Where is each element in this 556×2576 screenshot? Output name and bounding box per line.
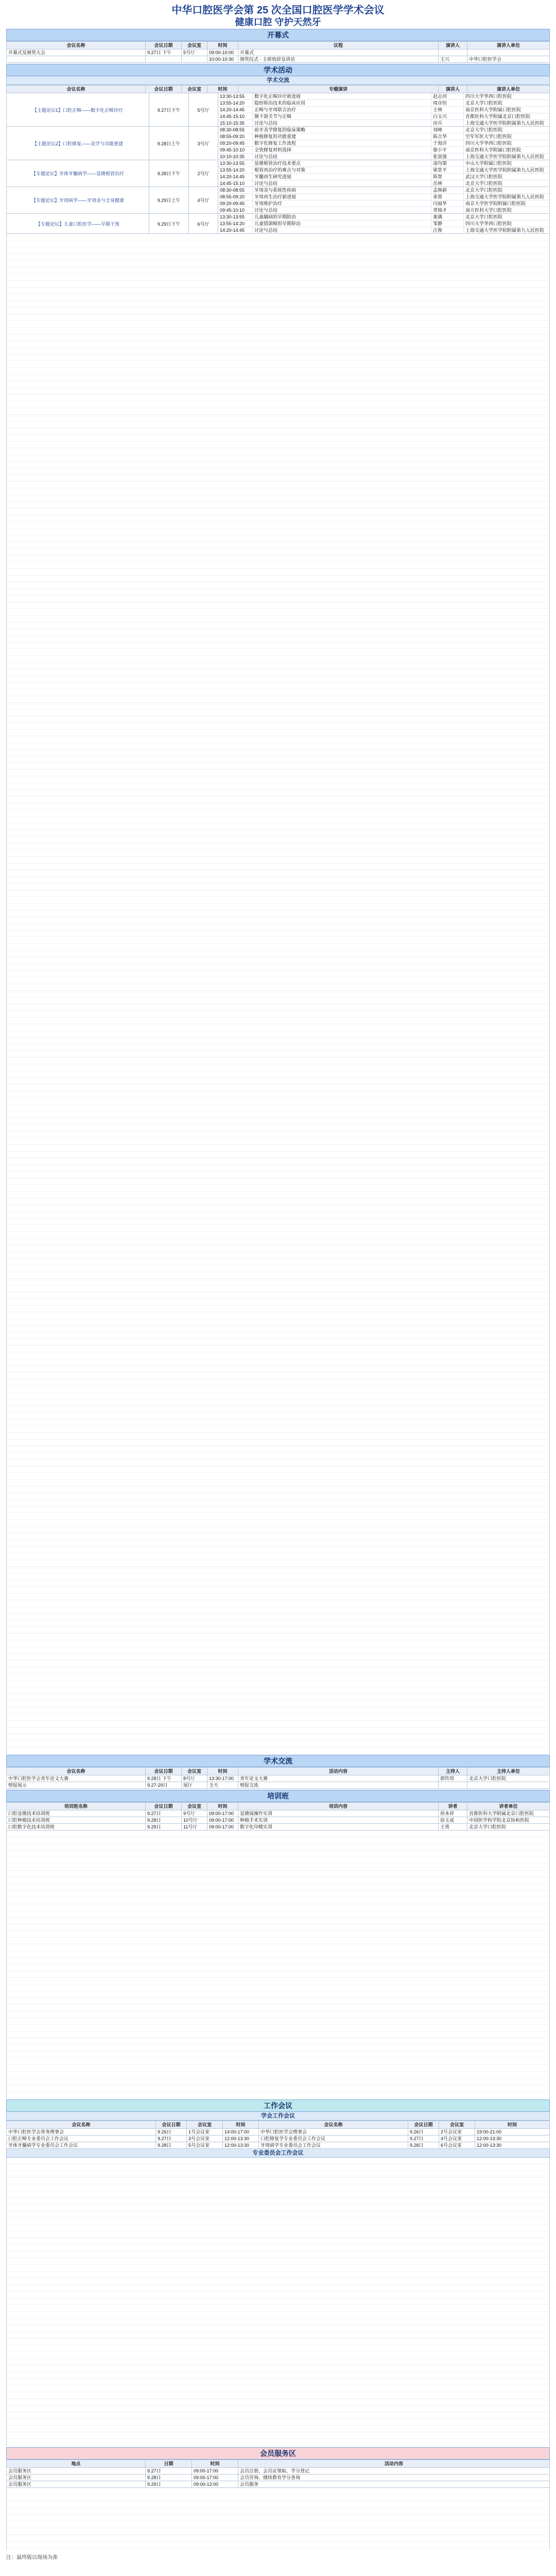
footnote: 注：最终版以现场为准 [6, 2555, 58, 2561]
session-time: 08:55-09:20 [218, 194, 253, 200]
work-col-header: 会议日期 [408, 2121, 439, 2129]
member-cell: 9.28日 [146, 2475, 192, 2481]
session-room: 2号厅 [189, 160, 218, 187]
academic-col-header: 时间 [207, 86, 238, 93]
session-row [218, 100, 549, 107]
session-affiliation: 四川大学华西口腔医院 [465, 141, 512, 146]
session-room: 4号厅 [189, 187, 218, 213]
session-affiliation: 北京大学口腔医院 [465, 127, 503, 132]
academic-banner: 学术活动 [6, 64, 550, 76]
training-cell: 9号厅 [182, 1810, 207, 1817]
session-row [218, 160, 549, 167]
training-cell: 显微镜操作实训 [238, 1810, 439, 1817]
session-time: 14:20-14:45 [218, 107, 253, 113]
work-cell: 口腔正畸专业委员会工作会议 [7, 2136, 156, 2142]
opening-cell [7, 56, 146, 63]
opening-cell: 王兴 [439, 56, 467, 63]
session-affiliation: 南京医科大学附属口腔医院 [465, 107, 522, 112]
opening-cell [182, 56, 207, 63]
academic-col-header: 会议名称 [7, 86, 146, 93]
page-title: 中华口腔医学会第 25 次全国口腔医学学术会议 [171, 5, 385, 16]
academic-session [6, 127, 550, 160]
work-col-header: 时间 [223, 2121, 259, 2129]
session-rows [218, 160, 549, 187]
page [6, 0, 550, 2561]
session-row [218, 227, 549, 233]
work-subbanner-2: 专业委员会工作会议 [6, 2149, 550, 2158]
work-col-header: 会议室 [187, 2121, 223, 2129]
work-cell: 9.26日 [156, 2129, 187, 2136]
competition-cell: 北京大学口腔医院 [467, 1775, 550, 1782]
session-time: 08:55-09:20 [218, 133, 253, 140]
session-name: 【专题论坛】牙周病学——牙周炎与全身健康 [7, 187, 149, 213]
work-cell: 9.27日 [156, 2136, 187, 2142]
session-room: 5号厅 [189, 93, 218, 126]
session-time: 13:30-13:55 [218, 160, 253, 166]
work-cell: 3号会议室 [187, 2136, 223, 2142]
session-time: 09:45-10:10 [218, 147, 253, 153]
opening-banner: 开幕式 [6, 29, 550, 41]
member-col-header: 日期 [146, 2460, 192, 2468]
training-col-header: 会议日期 [146, 1803, 182, 1810]
opening-col-header: 演讲人单位 [467, 42, 550, 49]
training-row [7, 1810, 550, 1817]
member-cell: 09:00-12:00 [192, 2481, 238, 2488]
session-time: 13:55-14:20 [218, 221, 253, 227]
member-cell: 会员咨询、继续教育学分查询 [238, 2475, 550, 2481]
session-speaker: 周彦恒 [431, 100, 464, 106]
session-row [218, 221, 549, 227]
competition-cell: 展厅 [182, 1782, 207, 1789]
training-cell: 09:00-17:00 [207, 1810, 238, 1817]
session-time: 14:20-14:45 [218, 227, 253, 233]
work-cell: 12:00-13:30 [223, 2142, 259, 2149]
training-cell: 王勇 [439, 1824, 467, 1831]
session-speaker: 凌均棨 [431, 160, 464, 166]
training-cell: 数字化印模实训 [238, 1824, 439, 1831]
session-row [218, 113, 549, 120]
work-cell: 2号会议室 [439, 2129, 475, 2136]
opening-cell: 中华口腔医学会 [467, 56, 550, 63]
session-topic: 牙周维护治疗 [253, 200, 431, 207]
competition-cell: 青年论文大赛 [238, 1775, 439, 1782]
member-col-header: 时间 [192, 2460, 238, 2468]
opening-cell: 开幕式 [238, 49, 439, 56]
session-affiliation: 空军军医大学口腔医院 [465, 134, 512, 139]
competition-cell [439, 1782, 467, 1789]
session-speaker: 骆小平 [431, 147, 464, 153]
session-date: 9.27日下午 [149, 93, 189, 126]
training-cell: 口腔种植技术培训班 [7, 1817, 146, 1824]
competition-col-header: 会议日期 [146, 1768, 182, 1775]
session-row [218, 180, 549, 187]
work-cell: 9.28日 [408, 2142, 439, 2149]
opening-row [7, 56, 550, 63]
work-cell: 12:00-13:30 [475, 2142, 550, 2149]
training-col-header: 时间 [207, 1803, 238, 1810]
work-col-header: 会议名称 [7, 2121, 156, 2129]
academic-col-header: 会议室 [182, 86, 207, 93]
session-topic: 根管再治疗的难点与对策 [253, 167, 431, 173]
session-topic: 隐形矫治技术的临床应用 [253, 100, 431, 106]
session-row [218, 214, 549, 221]
competition-banner: 学术交流 [6, 1755, 550, 1767]
session-rows [218, 93, 549, 126]
competition-row [7, 1782, 550, 1789]
member-col-header: 地点 [7, 2460, 146, 2468]
work-cell: 中华口腔医学会常务理事会 [7, 2129, 156, 2136]
competition-cell [467, 1782, 550, 1789]
session-topic: 讨论与总结 [253, 180, 431, 187]
work-cell: 口腔修复学专业委员会工作会议 [259, 2136, 408, 2142]
member-cell: 09:00-17:00 [192, 2468, 238, 2475]
training-cell: 9.28日 [146, 1817, 182, 1824]
session-date: 9.29日上午 [149, 187, 189, 213]
training-col-header: 培训内容 [238, 1803, 439, 1810]
competition-cell: 郭传瑸 [439, 1775, 467, 1782]
training-cell: 中国医学科学院北京协和医院 [467, 1817, 550, 1824]
session-speaker: 闫福华 [431, 200, 464, 207]
training-cell: 10号厅 [182, 1817, 207, 1824]
work-row [7, 2142, 550, 2149]
session-time: 14:20-14:45 [218, 174, 253, 180]
academic-header-table [6, 85, 550, 93]
session-time: 13:30-13:55 [218, 214, 253, 220]
session-speaker: 章锦才 [431, 207, 464, 213]
opening-table [6, 41, 550, 63]
session-speaker: 岳林 [431, 180, 464, 187]
competition-cell: 13:30-17:00 [207, 1775, 238, 1782]
session-topic: 颞下颌关节与正畸 [253, 113, 431, 120]
work-cell: 9.26日 [408, 2129, 439, 2136]
session-affiliation: 首都医科大学附属北京口腔医院 [465, 114, 531, 119]
training-cell: 北京大学口腔医院 [467, 1824, 550, 1831]
member-table [6, 2460, 550, 2488]
competition-cell: 壁报展示 [7, 1782, 146, 1789]
work-banner: 工作会议 [6, 2099, 550, 2112]
member-cell: 会员注册、会员证领取、学分登记 [238, 2468, 550, 2475]
member-cell: 9.27日 [146, 2468, 192, 2475]
session-time: 09:20-09:45 [218, 140, 253, 146]
work-cell: 19:00-21:00 [475, 2129, 550, 2136]
training-cell: 首都医科大学附属北京口腔医院 [467, 1810, 550, 1817]
session-name: 【主题论坛1】口腔正畸——数字化正畸诊疗 [7, 93, 149, 126]
session-topic: 正畸与牙周联合治疗 [253, 107, 431, 113]
training-row [7, 1817, 550, 1824]
session-topic: 讨论与总结 [253, 154, 431, 160]
training-cell: 种植手术实训 [238, 1817, 439, 1824]
academic-sessions [6, 93, 550, 234]
session-topic: 牙周再生治疗新进展 [253, 194, 431, 200]
training-col-header: 会议室 [182, 1803, 207, 1810]
session-time: 14:45-15:10 [218, 180, 253, 187]
session-name: 【主题论坛2】口腔修复——美学与功能重建 [7, 127, 149, 160]
competition-col-header: 时间 [207, 1768, 238, 1775]
opening-cell [439, 49, 467, 56]
session-row [218, 133, 549, 140]
work-cell: 中华口腔医学会理事会 [259, 2129, 408, 2136]
session-topic: 全瓷修复材料选择 [253, 147, 431, 153]
member-cell: 会员服务区 [7, 2468, 146, 2475]
member-row [7, 2475, 550, 2481]
session-speaker: 秦满 [431, 214, 464, 220]
work-cell: 1号会议室 [187, 2129, 223, 2136]
work-subbanner: 学会工作会议 [6, 2112, 550, 2121]
session-affiliation: 南方医科大学口腔医院 [465, 208, 512, 213]
session-affiliation: 北京大学口腔医院 [465, 188, 503, 193]
session-speaker: 陈智 [431, 174, 464, 180]
session-rows [218, 214, 549, 233]
session-speaker: 赵志河 [431, 93, 464, 99]
opening-cell: 颁奖仪式 · 主席致辞及讲话 [238, 56, 439, 63]
session-affiliation: 上海交通大学医学院附属第九人民医院 [465, 228, 545, 233]
training-banner: 培训班 [6, 1790, 550, 1802]
session-speaker: 白玉兴 [431, 113, 464, 120]
training-cell: 9.27日 [146, 1810, 182, 1817]
session-topic: 牙周炎与系统性疾病 [253, 187, 431, 193]
training-col-header: 讲者 [439, 1803, 467, 1810]
work-filler [6, 2158, 550, 2446]
session-topic: 显微根管治疗技术要点 [253, 160, 431, 166]
training-table [6, 1802, 550, 1831]
session-affiliation: 南京大学医学院附属口腔医院 [465, 201, 526, 206]
member-banner: 会员服务区 [6, 2447, 550, 2460]
member-cell: 会员服务区 [7, 2475, 146, 2481]
opening-cell: 09:00-10:00 [207, 49, 238, 56]
work-row [7, 2136, 550, 2142]
session-topic: 儿童错颌畸形早期矫治 [253, 221, 431, 227]
training-cell: 09:00-17:00 [207, 1817, 238, 1824]
session-time: 08:30-08:55 [218, 187, 253, 193]
competition-cell: 9.28日 下午 [146, 1775, 182, 1782]
session-affiliation: 上海交通大学医学院附属第九人民医院 [465, 154, 545, 159]
session-topic: 种植修复的功能重建 [253, 133, 431, 140]
competition-col-header: 主持人 [439, 1768, 467, 1775]
session-affiliation: 南京医科大学附属口腔医院 [465, 147, 522, 152]
competition-table [6, 1767, 550, 1789]
work-cell: 12:00-13:30 [223, 2136, 259, 2142]
opening-row [7, 49, 550, 56]
training-col-header: 讲者单位 [467, 1803, 550, 1810]
session-topic: 数字化正畸诊疗新进展 [253, 93, 431, 99]
session-row [218, 107, 549, 113]
session-speaker: 孟焕新 [431, 187, 464, 193]
opening-col-header: 会议名称 [7, 42, 146, 49]
opening-col-header: 议程 [238, 42, 439, 49]
session-speaker: 汪俊 [431, 227, 464, 233]
session-date: 9.28日上午 [149, 127, 189, 160]
opening-col-header: 演讲人 [439, 42, 467, 49]
training-filler [6, 1831, 550, 2098]
competition-cell: 全天 [207, 1782, 238, 1789]
competition-cell: 中华口腔医学会青年论文大赛 [7, 1775, 146, 1782]
work-table [6, 2121, 550, 2149]
work-cell: 牙周病学专业委员会工作会议 [259, 2142, 408, 2149]
session-time: 13:55-14:20 [218, 167, 253, 173]
work-cell: 9.27日 [408, 2136, 439, 2142]
competition-cell: 9.27-29日 [146, 1782, 182, 1789]
session-room: 6号厅 [189, 214, 218, 233]
member-col-header: 活动内容 [238, 2460, 550, 2468]
session-time: 13:30-13:55 [218, 93, 253, 99]
session-time: 09:20-09:45 [218, 200, 253, 207]
competition-col-header: 会议室 [182, 1768, 207, 1775]
training-row [7, 1824, 550, 1831]
session-affiliation: 上海交通大学医学院附属第九人民医院 [465, 167, 545, 173]
competition-cell: 8号厅 [182, 1775, 207, 1782]
academic-subbanner: 学术交流 [6, 76, 550, 85]
academic-col-header: 演讲人 [439, 86, 467, 93]
member-row [7, 2468, 550, 2475]
competition-cell: 壁报交流 [238, 1782, 439, 1789]
session-row [218, 200, 549, 207]
opening-col-header: 会议室 [182, 42, 207, 49]
session-topic: 前牙美学修复的临床策略 [253, 127, 431, 133]
session-speaker: 邹静 [431, 221, 464, 227]
work-row [7, 2129, 550, 2136]
session-speaker: 陈吉华 [431, 133, 464, 140]
opening-cell: 5号厅 [182, 49, 207, 56]
session-affiliation: 上海交通大学医学院附属第九人民医院 [465, 194, 545, 199]
opening-cell: 10:00-10:30 [207, 56, 238, 63]
session-topic: 讨论与总结 [253, 120, 431, 126]
session-date: 9.29日下午 [149, 214, 189, 233]
academic-col-header: 专题演讲 [238, 86, 439, 93]
competition-row [7, 1775, 550, 1782]
opening-col-header: 会议日期 [146, 42, 182, 49]
session-row [218, 154, 549, 160]
member-cell: 09:00-17:00 [192, 2475, 238, 2481]
session-time: 14:45-15:10 [218, 113, 253, 120]
session-row [218, 194, 549, 200]
work-cell: 12:00-13:30 [475, 2136, 550, 2142]
session-name: 【专题论坛】牙体牙髓病学——显微根管治疗 [7, 160, 149, 187]
page-header [6, 0, 550, 28]
session-affiliation: 北京大学口腔医院 [465, 181, 503, 186]
session-name: 【专题论坛】儿童口腔医学——早期干预 [7, 214, 149, 233]
session-affiliation: 武汉大学口腔医院 [465, 174, 503, 179]
work-cell: 牙体牙髓病学专业委员会工作会议 [7, 2142, 156, 2149]
work-cell: 14:00-17:00 [223, 2129, 259, 2136]
work-col-header: 会议日期 [156, 2121, 187, 2129]
academic-session [6, 160, 550, 187]
work-cell: 6号会议室 [439, 2142, 475, 2149]
academic-filler [6, 234, 550, 1754]
training-cell: 口腔显微技术培训班 [7, 1810, 146, 1817]
work-cell: 5号会议室 [187, 2142, 223, 2149]
work-col-header: 时间 [475, 2121, 550, 2129]
training-cell: 11号厅 [182, 1824, 207, 1831]
opening-cell: 9.27日 下午 [146, 49, 182, 56]
member-row [7, 2481, 550, 2488]
opening-col-header: 时间 [207, 42, 238, 49]
page-subtitle: 健康口腔 守护天然牙 [235, 17, 321, 27]
member-cell: 会员服务 [238, 2481, 550, 2488]
session-room: 3号厅 [189, 127, 218, 160]
competition-col-header: 会议名称 [7, 1768, 146, 1775]
academic-session [6, 93, 550, 127]
session-affiliation: 北京大学口腔医院 [465, 214, 503, 219]
competition-col-header: 活动内容 [238, 1768, 439, 1775]
work-col-header: 会议名称 [259, 2121, 408, 2129]
session-time: 15:10-15:35 [218, 120, 253, 126]
opening-cell [146, 56, 182, 63]
session-topic: 牙髓再生研究进展 [253, 174, 431, 180]
session-time: 10:10-10:35 [218, 154, 253, 160]
academic-session [6, 214, 550, 234]
training-cell: 09:00-17:00 [207, 1824, 238, 1831]
session-affiliation: 四川大学华西口腔医院 [465, 221, 512, 226]
session-rows [218, 127, 549, 160]
session-topic: 儿童龋病的早期防治 [253, 214, 431, 220]
session-speaker: 束蓉 [431, 194, 464, 200]
session-date: 9.28日下午 [149, 160, 189, 187]
member-cell: 9.29日 [146, 2481, 192, 2488]
session-row [218, 93, 549, 100]
session-row [218, 167, 549, 174]
academic-col-header: 会议日期 [146, 86, 182, 93]
session-speaker: 王林 [431, 107, 464, 113]
session-speaker: 于海洋 [431, 140, 464, 146]
session-row [218, 207, 549, 213]
session-row [218, 147, 549, 154]
session-affiliation: 中山大学附属口腔医院 [465, 161, 512, 166]
training-cell: 9.29日 [146, 1824, 182, 1831]
session-row [218, 187, 549, 194]
session-time: 13:55-14:20 [218, 100, 253, 106]
session-rows [218, 187, 549, 213]
session-time: 08:30-08:55 [218, 127, 253, 133]
work-cell: 9.28日 [156, 2142, 187, 2149]
academic-col-header: 演讲人单位 [467, 86, 550, 93]
competition-col-header: 主持人单位 [467, 1768, 550, 1775]
work-col-header: 会议室 [439, 2121, 475, 2129]
session-affiliation: 北京大学口腔医院 [465, 100, 503, 106]
opening-cell [467, 49, 550, 56]
session-topic: 数字化修复工作流程 [253, 140, 431, 146]
session-affiliation: 四川大学华西口腔医院 [465, 94, 512, 99]
training-cell: 侯本祥 [439, 1810, 467, 1817]
session-row [218, 174, 549, 180]
session-topic: 讨论与总结 [253, 207, 431, 213]
session-row [218, 120, 549, 126]
member-filler [6, 2488, 550, 2550]
training-cell: 口腔数字化技术培训班 [7, 1824, 146, 1831]
session-row [218, 140, 549, 147]
opening-cell: 开幕式及颁奖大会 [7, 49, 146, 56]
session-topic: 讨论与总结 [253, 227, 431, 233]
session-time: 09:45-10:10 [218, 207, 253, 213]
session-speaker: 刘峰 [431, 127, 464, 133]
work-cell: 4号会议室 [439, 2136, 475, 2142]
session-speaker: 张富强 [431, 154, 464, 160]
session-speaker: 房兵 [431, 120, 464, 126]
session-affiliation: 上海交通大学医学院附属第九人民医院 [465, 121, 545, 126]
session-row [218, 127, 549, 133]
session-speaker: 梁景平 [431, 167, 464, 173]
training-cell: 宿玉成 [439, 1817, 467, 1824]
member-cell: 会员服务区 [7, 2481, 146, 2488]
academic-session [6, 187, 550, 214]
training-col-header: 培训班名称 [7, 1803, 146, 1810]
